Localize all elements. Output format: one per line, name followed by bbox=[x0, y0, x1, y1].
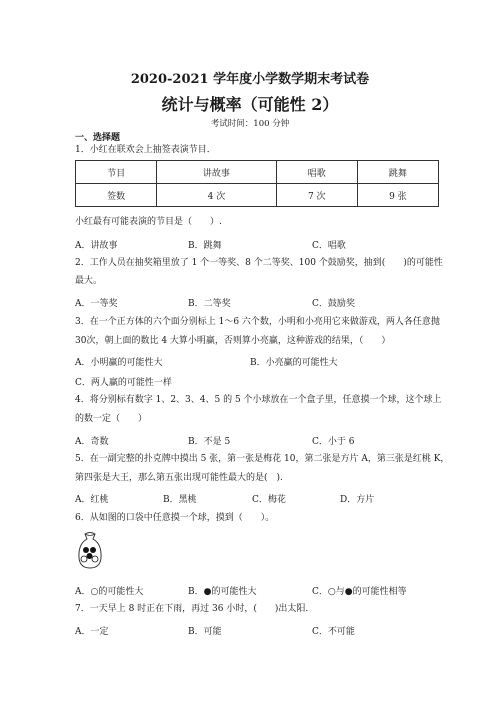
table-cell: 4 次 bbox=[157, 184, 277, 207]
q4-line1: 4．将分别标有数字 1、2、3、4、5 的 5 个小球放在一个盒子里，任意摸一个球，这个球上 bbox=[75, 395, 442, 405]
table-cell: 9 张 bbox=[357, 184, 438, 207]
q7-option-a[interactable]: A．一定 bbox=[75, 627, 109, 637]
table-cell: 跳舞 bbox=[357, 161, 438, 184]
q2-line2: 最大。 bbox=[75, 276, 103, 286]
q6-stem: 6．从如图的口袋中任意摸一个球，摸到（ ）。 bbox=[75, 513, 275, 523]
q5-line1: 5．在一副完整的扑克牌中摸出 5 张，第一张是梅花 10，第二张是方片 A，第三张是红桃 K， bbox=[75, 454, 450, 464]
q7-stem: 7．一天早上 8 时正在下雨，再过 36 小时，( )出太阳． bbox=[75, 604, 315, 614]
table-row bbox=[76, 161, 439, 184]
table-cell: 唱歌 bbox=[276, 161, 357, 184]
q5-option-c[interactable]: C．梅花 bbox=[252, 495, 286, 505]
q7-option-b[interactable]: B．可能 bbox=[188, 627, 222, 637]
q2-option-c[interactable]: C．鼓励奖 bbox=[312, 299, 355, 309]
q7-option-c[interactable]: C．不可能 bbox=[312, 627, 355, 637]
table-cell: 签数 bbox=[76, 184, 157, 207]
q1-stem: 1．小红在联欢会上抽签表演节目． bbox=[75, 145, 216, 155]
q6-option-a[interactable]: A．○的可能性大 bbox=[75, 587, 144, 597]
exam-time: 考试时间：100 分钟 bbox=[210, 119, 290, 129]
q1-table bbox=[75, 160, 439, 207]
q5-option-b[interactable]: B．黑桃 bbox=[163, 495, 197, 505]
q4-option-c[interactable]: C．小于 6 bbox=[312, 437, 355, 447]
q3-line1: 3．在一个正方体的六个面分别标上 1～6 六个数，小明和小亮用它来做游戏，两人各任意抛 bbox=[75, 317, 440, 327]
q1-after: 小红最有可能表演的节目是（ ）. bbox=[75, 217, 222, 227]
section-label: 一、选择题 bbox=[75, 133, 121, 143]
q2-line1: 2．工作人员在抽奖箱里放了 1 个一等奖、8 个二等奖、100 个鼓励奖，抽到( )的可能性 bbox=[75, 258, 443, 268]
q2-option-a[interactable]: A．一等奖 bbox=[75, 299, 118, 309]
q1-option-a[interactable]: A．讲故事 bbox=[75, 241, 118, 251]
q2-option-b[interactable]: B．二等奖 bbox=[188, 299, 231, 309]
q1-option-c[interactable]: C．唱歌 bbox=[312, 241, 346, 251]
q4-line2: 的数一定（ ） bbox=[75, 414, 148, 424]
exam-title-line2: 统计与概率（可能性 2） bbox=[161, 95, 339, 114]
exam-title-line1: 2020-2021 学年度小学数学期末考试卷 bbox=[130, 72, 370, 87]
q4-option-a[interactable]: A．奇数 bbox=[75, 437, 109, 447]
q4-option-b[interactable]: B．不是 5 bbox=[188, 437, 231, 447]
q6-option-b[interactable]: B．●的可能性大 bbox=[188, 587, 257, 597]
q3-option-a[interactable]: A．小明赢的可能性大 bbox=[75, 358, 163, 368]
table-cell: 7 次 bbox=[276, 184, 357, 207]
table-cell: 节目 bbox=[76, 161, 157, 184]
q5-line2: 第四张是大王，那么第五张出现可能性最大的是( ). bbox=[75, 473, 283, 483]
table-row bbox=[76, 184, 439, 207]
q5-option-d[interactable]: D．方片 bbox=[340, 495, 375, 505]
q6-option-c[interactable]: C．○与●的可能性相等 bbox=[312, 587, 407, 597]
table-cell: 讲故事 bbox=[157, 161, 277, 184]
q3-option-c[interactable]: C．两人赢的可能性一样 bbox=[75, 378, 172, 388]
q3-option-b[interactable]: B．小亮赢的可能性大 bbox=[250, 358, 338, 368]
q1-option-b[interactable]: B．跳舞 bbox=[188, 241, 222, 251]
ball-bag-illustration bbox=[76, 530, 104, 570]
q5-option-a[interactable]: A．红桃 bbox=[75, 495, 109, 505]
q3-line2: 30次，朝上面的数比 4 大算小明赢，否则算小亮赢，这种游戏的结果，（ ） bbox=[75, 336, 391, 346]
